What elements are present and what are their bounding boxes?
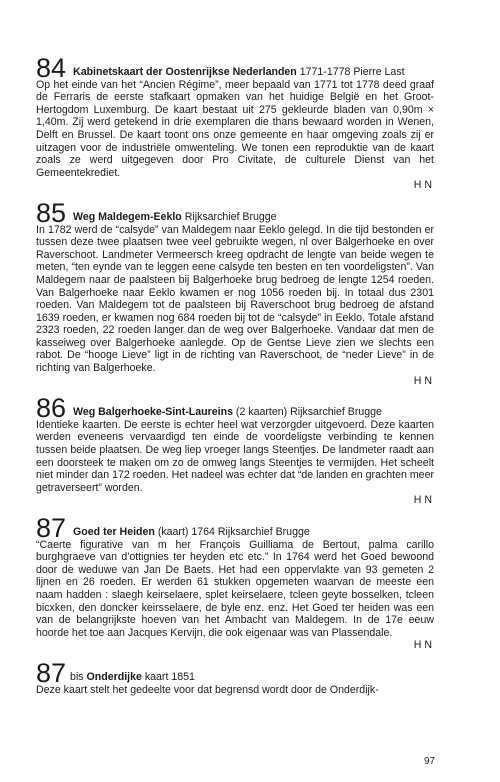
entry-number: 87 <box>36 657 67 688</box>
entry-number: 85 <box>36 197 67 228</box>
page-number: 97 <box>424 756 436 767</box>
entry-87 <box>36 513 434 652</box>
entry-signature: H N <box>413 494 432 507</box>
entry-title: Weg Balgerhoeke-Sint-Laureins <box>73 406 233 419</box>
entry-number: 84 <box>36 53 67 83</box>
entry-signature: H N <box>413 179 432 192</box>
entry-87-bis <box>36 657 434 696</box>
entry-number: 87 <box>36 513 67 543</box>
entry-85 <box>36 197 434 387</box>
entry-heading <box>36 393 434 424</box>
entry-number: 86 <box>36 393 67 424</box>
entry-84 <box>36 53 434 192</box>
entry-86 <box>36 393 434 507</box>
entry-meta: (kaart) 1764 Rijksarchief Brugge <box>157 526 310 538</box>
entry-text: Deze kaart stelt het gedeelte voor dat begrensd wordt door de Onderdijk- <box>36 683 379 696</box>
entry-text: In 1782 werd de “calsyde” van Maldegem naar Eeklo gelegd. In die tijd bestonden er tussen deze twee plaatsen twee veel gebruikte wegen, nl over Balgerhoeke en over Raverschoot. Landmeter Vermeersch kreeg opdracht de lengte van beide wegen te meten, “ten eynde van te leggen eene calsyde ten besten en ten voordeligsten”. Van Maldegem naar de paalsteen bij Balgerhoeke brug bedroeg de lengte 1254 roeden. Van Balgerhoeke naar Eeklo kwamen er nog 1056 roeden bij. In totaal dus 2301 roeden. Van Maldegem tot de paalsteen bij Raverschoot brug bedroeg de afstand 1639 roeden, er kwamen nog 684 roeden bij tot de “calsyde” in Eeklo. Totale afstand 2323 roeden, 22 roeden langer dan de weg over Balgerhoeke. Vandaar dat men de kasseiweg over Balgerhoeke aanlegde. Op de Gentse Lieve zien we slechts een rabot. De “hooge Lieve” ligt in de richting van Raverschoot, de “neder Lieve” in de richting van Balgerhoeke. <box>36 223 434 375</box>
entry-text: “Caerte figurative van m her François Guilliama de Bertout, palma carillo burghgraeve van d'ottignies ter heyden etc etc.” In 1764 werd het Goed bewoond door de weduwe van Jan De Baets. Het had een oppervlakte van 93 gemeten 2 lijnen en 26 roeden. Er werden 61 stukken opgemeten waarvan de meeste een naam hadden : slaegh keirselaere, splet keirselaere, tcleen geyte bosselken, tcleen bicxken, den doncker keirsselaere, de byle enz. enz. Het Goed ter heiden was een van de belangrijkste hoeven van het Ambacht van Maldegem. In de 17e eeuw hoorde het toe aan Jacques Kervijn, die ook eigenaar was van Plassendale. <box>36 538 434 639</box>
entry-number-suffix: bis <box>70 670 84 683</box>
entry-signature: H N <box>413 374 432 387</box>
entry-title: Onderdijke <box>86 670 142 683</box>
entry-meta: kaart 1851 <box>144 670 195 683</box>
entry-heading <box>36 513 434 543</box>
entry-text: Identieke kaarten. De eerste is echter heel wat verzorgder uitgevoerd. Deze kaarten werden eveneens vervaardigd ten einde de voordeligste verbinding te kennen tussen beide plaatsen. De weg liep vroeger langs Steentjes. De landmeter raadt aan een doorsteek te maken om zo de omweg langs Steentjes te vermijden. Het scheelt niet minder dan 172 roeden. Het nadeel was echter dat “de landen en grachten meer getraverseert” worden. <box>36 418 434 494</box>
entry-meta: Rijksarchief Brugge <box>184 210 277 223</box>
entry-heading <box>36 657 434 688</box>
entry-heading <box>36 197 434 228</box>
entry-text: Op het einde van het “Ancien Régime”, meer bepaald van 1771 tot 1778 deed graaf de Ferraris de eerste stafkaart opmaken van het huidige België en het Groot-Hertogdom Luxemburg. De kaart bestaat uit 275 gekleurde bladen van 0,90m × 1,40m. Zij werd getekend in drie exemplaren die thans bewaard worden in Wenen, Delft en Brussel. De kaart toont ons onze gemeente en haar omgeving zoals zij er uitzagen voor de industriële omwenteling. We tonen een reproduktie van de kaart zoals ze werd uitgegeven door Pro Civitate, de culturele Dienst van het Gemeentekrediet. <box>36 78 434 179</box>
entry-meta: 1771-1778 Pierre Last <box>299 66 405 78</box>
entry-meta: (2 kaarten) Rijksarchief Brugge <box>235 406 382 419</box>
entry-title: Weg Maldegem-Eeklo <box>73 210 182 223</box>
entry-title: Goed ter Heiden <box>73 526 155 538</box>
entry-heading <box>36 53 434 83</box>
document-page <box>36 53 434 707</box>
entry-signature: H N <box>413 639 432 652</box>
entry-title: Kabinetskaart der Oostenrijkse Nederlanden <box>73 66 297 78</box>
